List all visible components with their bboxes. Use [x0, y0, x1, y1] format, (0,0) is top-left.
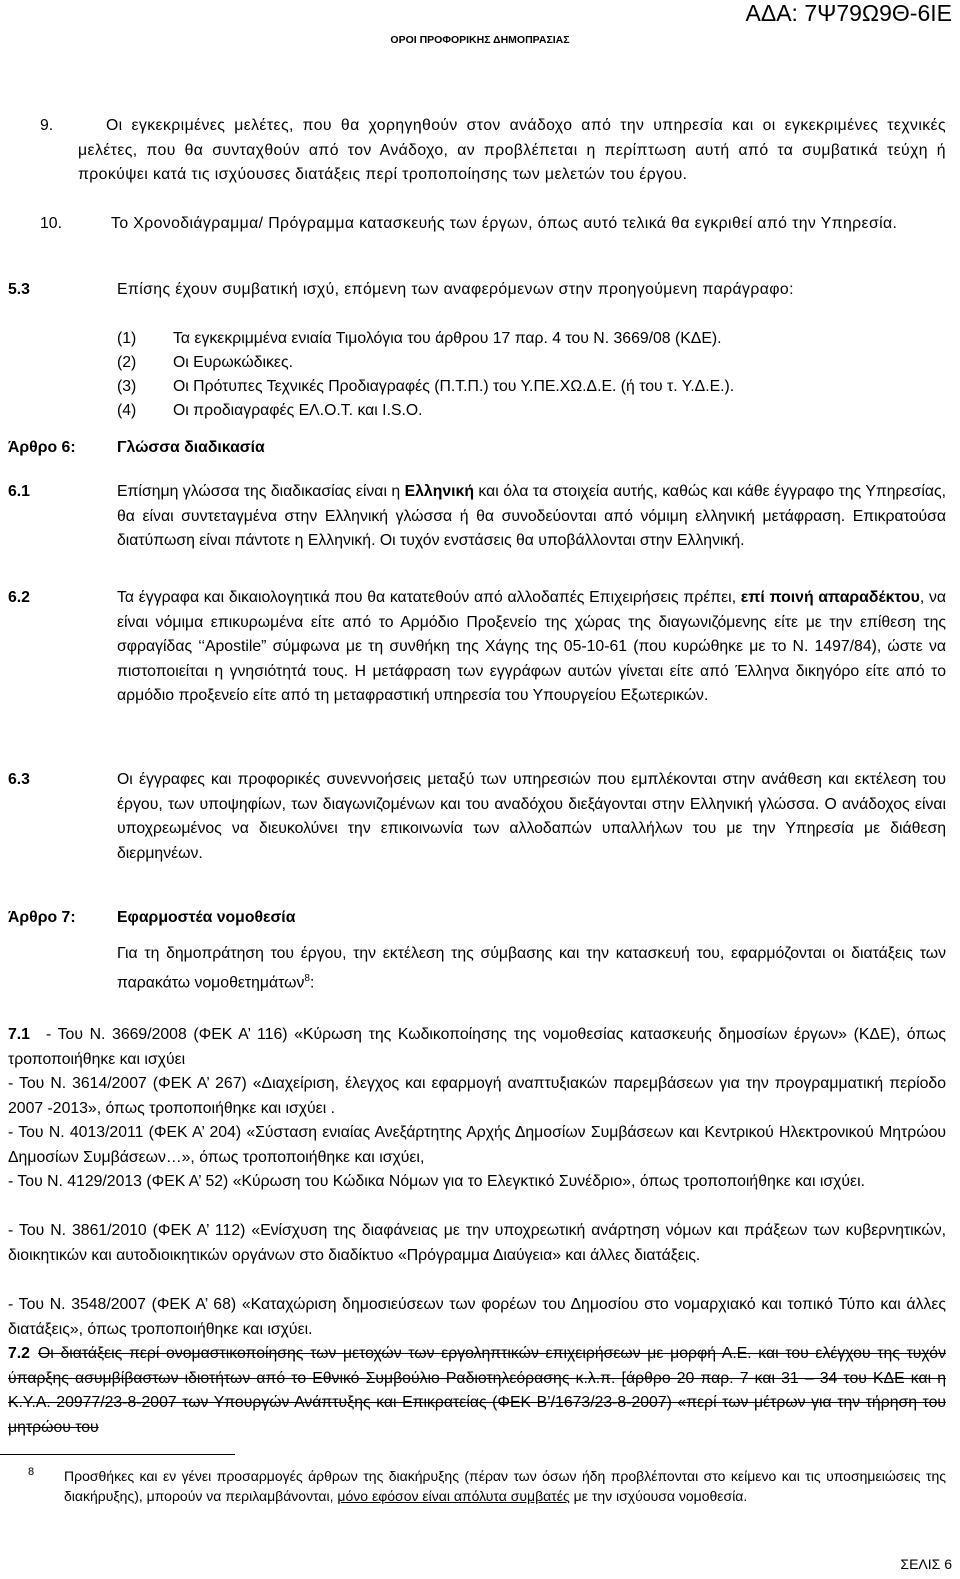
item-9-text: Οι εγκεκριμένες μελέτες, που θα χορηγηθούν στον ανάδοχο από την υπηρεσία και οι εγκεκριμένες τεχνικές μελέτες, που θα συνταχθούν από τον Ανάδοχο, αν προβλέπεται η περίπτωση αυτή από τα συμβατικά τεύχη ή προκύψει κατά τις ισχύουσες διατάξεις περί τροποποίησης των μελετών του έργου. — [78, 117, 946, 184]
law-item: - Του Ν. 4129/2013 (ΦΕΚ Α’ 52) «Κύρωση του Κώδικα Νόμων για το Ελεγκτικό Συνέδριο», όπως τροποποιήθηκε και ισχύει. — [8, 1173, 865, 1190]
section-6-3-text: Οι έγγραφες και προφορικές συνεννοήσεις μεταξύ των υπηρεσιών που εμπλέκονται στην ανάθεση και εκτέλεση του έργου, των υποψηφίων, των διαγωνιζομένων και του αναδόχου διεξάγονται στην Ελληνική γλώσσα. Ο ανάδοχος είναι υποχρεωμένος να διευκολύνει την επικοινωνία των αλλοδαπών υπαλλήλων του με την Υπηρεσία με διάθεση διερμηνέων. — [117, 771, 946, 862]
article-6-label: Άρθρο 6: — [8, 439, 76, 456]
list-item-text: Οι προδιαγραφές ΕΛ.Ο.Τ. και I.S.O. — [173, 402, 423, 419]
article-6-title: Γλώσσα διαδικασία — [117, 439, 265, 456]
article-7-intro: Για τη δημοπράτηση του έργου, την εκτέλεση της σύμβασης και την κατασκευή του, εφαρμόζονται οι διατάξεις των παρακάτω νομοθετημάτων$^8$: — [117, 945, 946, 991]
law-item: - Του Ν. 4013/2011 (ΦΕΚ Α’ 204) «Σύσταση ενιαίας Ανεξάρτητης Αρχής Δημοσίων Συμβάσεων και Κεντρικού Ηλεκτρονικού Μητρώου Δημοσίων Συμβάσεων…», όπως τροποποιήθηκε και ισχύει, — [8, 1124, 946, 1166]
footnote-text: Προσθήκες και εν γένει προσαρμογές άρθρων της διακήρυξης (πέραν των όσων ήδη προβλέπονται στο κείμενο και τις υποσημειώσεις της διακήρυξης), μπορούν να περιλαμβάνονται, μόνο εφόσον είναι απόλυτα συμβατές με την ισχύουσα νομοθεσία. — [64, 1468, 946, 1504]
law-item: - Του Ν. 3861/2010 (ΦΕΚ Α’ 112) «Ενίσχυση της διαφάνειας με την υποχρεωτική ανάρτηση νόμων και πράξεων των κυβερνητικών, διοικητικών και αυτοδιοικητικών οργάνων στο διαδίκτυο «Πρόγραμμα Διαύγεια» και άλλες διατάξεις. — [8, 1222, 946, 1264]
item-10-number: 10. — [40, 215, 62, 232]
document-header-title: ΟΡΟΙ ΠΡΟΦΟΡΙΚΗΣ ΔΗΜΟΠΡΑΣΙΑΣ — [390, 34, 570, 46]
list-item-number: (4) — [117, 402, 137, 419]
footnote-ref: 8 — [304, 972, 310, 984]
section-6-3-number: 6.3 — [8, 771, 30, 788]
law-item: - Του Ν. 3548/2007 (ΦΕΚ Α’ 68) «Καταχώριση δημοσιεύσεων των φορέων του Δημοσίου στο νομαρχιακό και τοπικό Τύπο και άλλες διατάξεις», όπως τροποποιήθηκε και ισχύει. — [8, 1296, 946, 1338]
ada-code: ΑΔΑ: 7Ψ79Ω9Θ-6ΙΕ — [745, 0, 952, 26]
section-7-2-number: 7.2 — [8, 1345, 30, 1362]
footnote-divider — [0, 1454, 235, 1455]
section-7-2-text: Οι διατάξεις περί ονομαστικοποίησης των μετοχών των εργοληπτικών επιχειρήσεων με μορφή Α.Ε. και του ελέγχου της τυχόν ύπαρξης ασυμβίβαστων ιδιοτήτων από το Εθνικό Συμβούλιο Ραδιοτηλεόρασης κ.λ.π. [άρθρο 20 παρ. 7 και 31 – 34 του ΚΔΕ και η Κ.Υ.Α. 20977/23-8-2007 των Υπουργών Ανάπτυξης και Επικρατείας (ΦΕΚ Β’/1673/23-8-2007) «περί των μέτρων για την τήρηση του μητρώου του — [8, 1345, 946, 1436]
list-item-text: Οι Ευρωκώδικες. — [173, 354, 293, 371]
section-6-2-text: Τα έγγραφα και δικαιολογητικά που θα κατατεθούν από αλλοδαπές Επιχειρήσεις πρέπει, επί ποινή απαραδέκτου, να είναι νόμιμα επικυρωμένα είτε από το Αρμόδιο Προξενείο της χώρας της διαγωνιζόμενης είτε με την επίθεση της σφραγίδας ‘‘Apostile” σύμφωνα με τη συνθήκη της Χάγης της 05-10-61 (που κυρώθηκε με το Ν. 1497/84), ώστε να πιστοποιείται η γνησιότητά τους. Η μετάφραση των εγγράφων αυτών γίνεται είτε από Έλληνα δικηγόρο είτε από το αρμόδιο προξενείο είτε από τη μεταφραστική υπηρεσία του Υπουργείου Εξωτερικών. — [117, 589, 946, 705]
law-item: - Του Ν. 3614/2007 (ΦΕΚ Α’ 267) «Διαχείριση, έλεγχος και εφαρμογή αναπτυξιακών παρεμβάσεων για την προγραμματική περίοδο 2007 -2013», όπως τροποποιήθηκε και ισχύει . — [8, 1075, 946, 1117]
article-7-label: Άρθρο 7: — [8, 909, 76, 926]
item-10-text: Το Χρονοδιάγραμμα/ Πρόγραμμα κατασκευής των έργων, όπως αυτό τελικά θα εγκριθεί από την Υπηρεσία. — [111, 215, 898, 232]
section-7-1-number: 7.1 — [8, 1026, 30, 1043]
law-item: - Του Ν. 3669/2008 (ΦΕΚ Α’ 116) «Κύρωση της Κωδικοποίησης της νομοθεσίας κατασκευής δημοσίων έργων» (ΚΔΕ), όπως τροποποιήθηκε και ισχύει — [8, 1026, 946, 1068]
list-item-number: (3) — [117, 378, 137, 395]
list-item-number: (1) — [117, 330, 137, 347]
list-item-text: Τα εγκεκριμμένα ενιαία Τιμολόγια του άρθρου 17 παρ. 4 του Ν. 3669/08 (ΚΔΕ). — [173, 330, 722, 347]
section-6-2-number: 6.2 — [8, 589, 30, 606]
section-6-1-number: 6.1 — [8, 483, 30, 500]
article-7-title: Εφαρμοστέα νομοθεσία — [117, 909, 296, 926]
section-6-1-text: Επίσημη γλώσσα της διαδικασίας είναι η Ελληνική και όλα τα στοιχεία αυτής, καθώς και κάθε έγγραφο της Υπηρεσίας, θα είναι συντεταγμένα στην Ελληνική γλώσσα ή θα συνοδεύονται από νόμιμη ελληνική μετάφραση. Επικρατούσα διατύπωση είναι πάντοτε η Ελληνική. Οι τυχόν ενστάσεις θα υποβάλλονται στην Ελληνική. — [117, 483, 946, 550]
section-5-3-number: 5.3 — [8, 281, 30, 298]
list-item-number: (2) — [117, 354, 137, 371]
page-number: ΣΕΛΙΣ 6 — [900, 1556, 952, 1572]
item-9-number: 9. — [40, 117, 54, 134]
list-item-text: Οι Πρότυπες Τεχνικές Προδιαγραφές (Π.Τ.Π.) του Υ.ΠΕ.ΧΩ.Δ.Ε. (ή του τ. Υ.Δ.Ε.). — [173, 378, 735, 395]
section-5-3-text: Επίσης έχουν συμβατική ισχύ, επόμενη των αναφερόμενων στην προηγούμενη παράγραφο: — [117, 281, 794, 298]
footnote-number: 8 — [28, 1466, 35, 1478]
